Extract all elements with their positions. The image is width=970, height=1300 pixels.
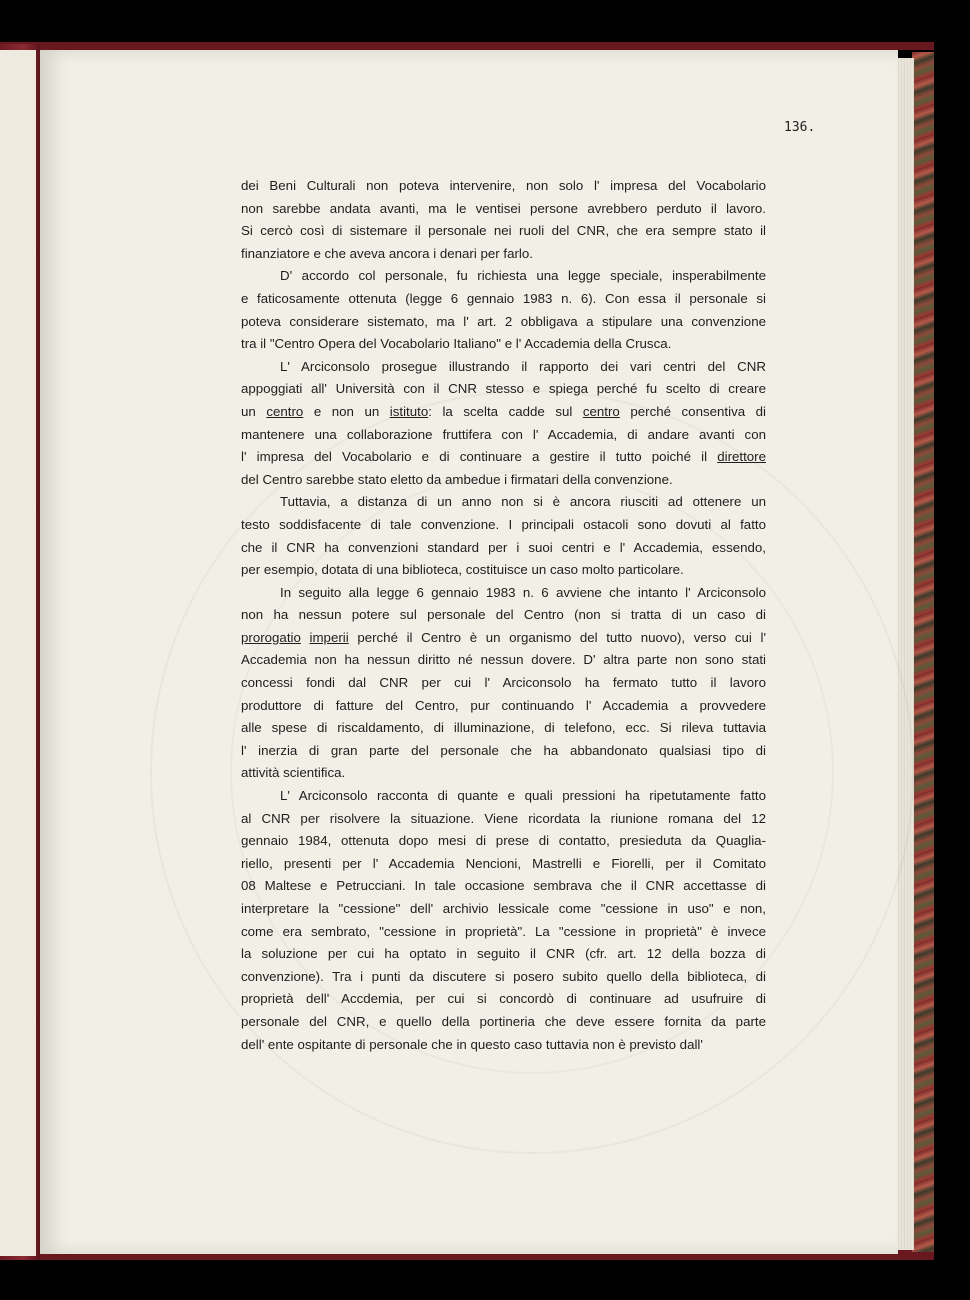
paragraph (241, 175, 766, 265)
underlined-word: centro (582, 403, 620, 419)
underlined-word: imperii (309, 629, 349, 645)
text-line: Tuttavia, a distanza di un anno non si è ancora riusciti ad ottenere un (280, 494, 766, 510)
text-line (241, 401, 766, 424)
text-line: come era sembrato, "cessione in proprietà". La "cessione in proprietà" è invece (241, 923, 766, 939)
text-line: l' inerzia di gran parte del personale che ha abbandonato qualsiasi tipo di (241, 742, 766, 758)
text-segment: perché il Centro è un organismo del tutto nuovo), verso cui l' (348, 629, 766, 645)
text-segment: : la scelta cadde sul (428, 403, 583, 419)
text-line: mantenere una collaborazione fruttifera con l' Accademia, di andare avanti con (241, 426, 766, 442)
text-line: che il CNR ha convenzioni standard per i suoi centri e l' Accademia, essendo, (241, 539, 766, 555)
book-cover-top-edge (0, 42, 934, 50)
text-line: al CNR per risolvere la situazione. Viene ricordata la riunione romana del 12 (241, 810, 766, 826)
page-number: 136. (784, 120, 816, 135)
text-line: dell' ente ospitante di personale che in questo caso tuttavia non è previsto dall' (241, 1036, 703, 1052)
text-line: testo soddisfacente di tale convenzione. I principali ostacoli sono dovuti al fatto (241, 516, 766, 532)
text-line: personale del CNR, e quello della portineria che deve essere fornita da parte (241, 1013, 766, 1029)
text-line: In seguito alla legge 6 gennaio 1983 n. 6 avviene che intanto l' Arciconsolo (280, 584, 766, 600)
text-line: non ha nessun potere sul personale del Centro (non si tratta di un caso di (241, 607, 766, 623)
page-stack-edge (896, 58, 914, 1250)
text-line: e faticosamente ottenuta (legge 6 gennaio 1983 n. 6). Con essa il personale si (241, 290, 766, 306)
paragraph (241, 265, 766, 355)
text-line: la soluzione per cui ha optato in seguito il CNR (cfr. art. 12 della bozza di (241, 946, 766, 962)
text-line: L' Arciconsolo racconta di quante e quali pressioni ha ripetutamente fatto (280, 788, 766, 804)
underlined-word: direttore (717, 449, 766, 465)
text-line: gennaio 1984, ottenuta dopo mesi di prese di contatto, presieduta da Quaglia- (241, 833, 766, 849)
text-line: riello, presenti per l' Accademia Nencioni, Mastrelli e Fiorelli, per il Comitato (241, 855, 766, 871)
text-line: convenzione). Tra i punti da discutere si posero subito quello della biblioteca, di (241, 968, 766, 984)
paragraph (241, 356, 766, 492)
paragraph (241, 785, 766, 1056)
underlined-word: prorogatio (241, 629, 301, 645)
text-line: concessi fondi dal CNR per cui l' Arciconsolo ha fermato tutto il lavoro (241, 675, 766, 691)
text-segment: e non un (303, 403, 390, 419)
text-line: per esempio, dotata di una biblioteca, costituisce un caso molto particolare. (241, 562, 684, 578)
text-line: poteva considerare sistemato, ma l' art. 2 obbligava a stipulare una convenzione (241, 313, 766, 329)
underlined-word: istituto (389, 403, 429, 419)
text-line: Si cercò così di sistemare il personale nei ruoli del CNR, che era sempre stato il (241, 223, 766, 239)
text-line: alle spese di riscaldamento, di illuminazione, di telefono, ecc. Si rileva tuttavia (241, 720, 766, 736)
text-line: appoggiati all' Università con il CNR stesso e spiega perché fu scelto di creare (241, 381, 766, 397)
text-line: tra il "Centro Opera del Vocabolario Italiano" e l' Accademia della Crusca. (241, 336, 672, 352)
marbled-endpaper (912, 52, 934, 1252)
text-line: L' Arciconsolo prosegue illustrando il rapporto dei vari centri del CNR (280, 358, 766, 374)
text-line: attività scientifica. (241, 765, 346, 781)
text-line: dei Beni Culturali non poteva intervenire, non solo l' impresa del Vocabolario (241, 178, 766, 193)
text-line: non sarebbe andata avanti, ma le ventisei persone avrebbero perduto il lavoro. (241, 200, 766, 216)
text-line: interpretare la "cessione" dell' archivio lessicale come "cessione in uso" e non, (241, 901, 766, 916)
text-line: D' accordo col personale, fu richiesta una legge speciale, insperabilmente (280, 268, 766, 284)
underlined-word: centro (266, 403, 304, 419)
text-line (241, 627, 766, 650)
text-line: produttore di fatture del Centro, pur continuando l' Accademia a provvedere (241, 697, 766, 713)
text-line: finanziatore e che aveva ancora i denari per farlo. (241, 245, 533, 261)
text-line: Accademia non ha nessun diritto né nessun dovere. D' altra parte non sono stati (241, 652, 766, 668)
text-line: 08 Maltese e Petrucciani. In tale occasione sembrava che il CNR accettasse di (241, 878, 766, 894)
paragraph (241, 491, 766, 581)
body-text (241, 175, 766, 1056)
text-segment: un (241, 403, 267, 419)
paragraph (241, 582, 766, 785)
facing-page-edge (0, 50, 36, 1256)
text-segment: perché consentiva di (619, 403, 766, 419)
text-segment: l' impresa del Vocabolario e di continuare a gestire il tutto poiché il (241, 449, 718, 465)
text-line: del Centro sarebbe stato eletto da ambedue i firmatari della convenzione. (241, 471, 673, 487)
text-line (241, 446, 766, 469)
text-line: proprietà dell' Accdemia, per cui si concordò di continuare ad usufruire di (241, 991, 766, 1007)
